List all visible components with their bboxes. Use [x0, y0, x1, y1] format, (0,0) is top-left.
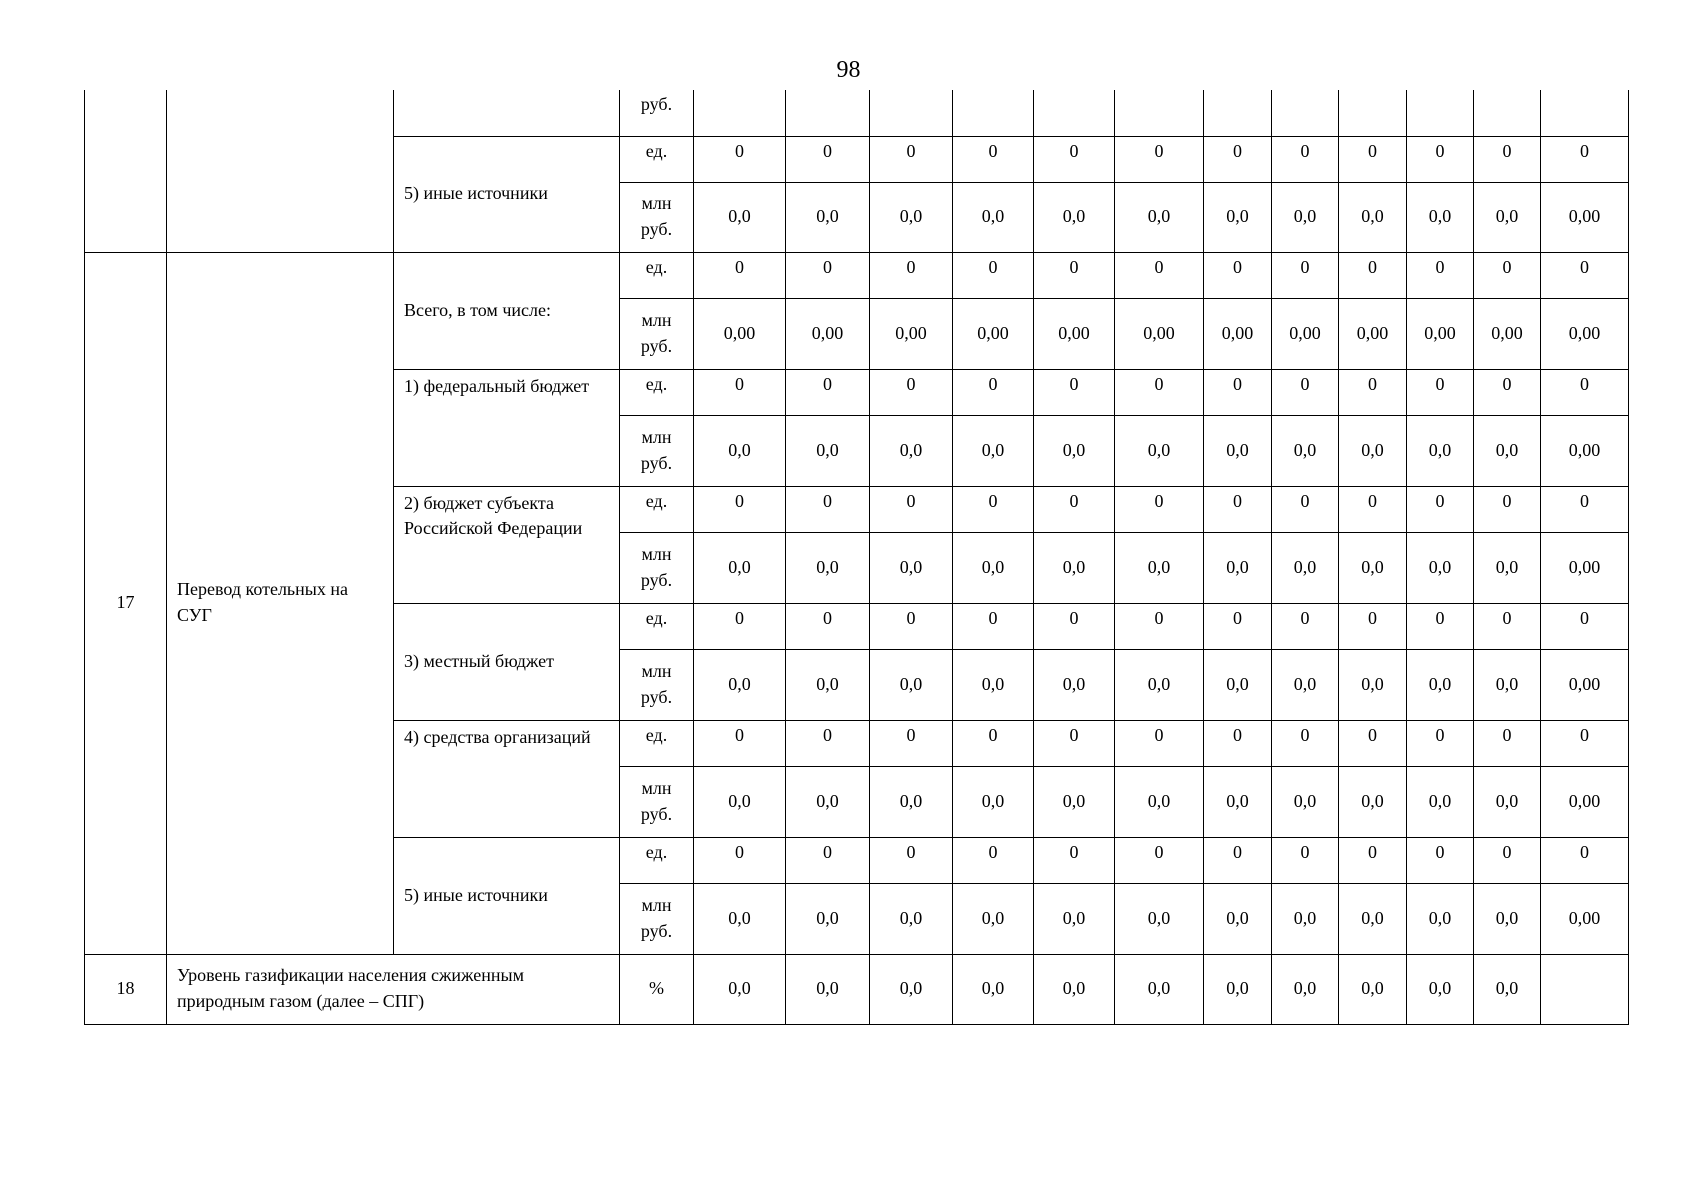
- value-cell: 0,0: [1034, 532, 1115, 603]
- value-cell: 0,0: [1034, 766, 1115, 837]
- value-cell: 0: [1474, 486, 1541, 532]
- value-cell: 0,0: [1034, 954, 1115, 1024]
- value-cell: 0: [1272, 837, 1339, 883]
- value-cell: 0: [1541, 486, 1629, 532]
- value-cell: 0,0: [953, 766, 1034, 837]
- value-cell: 0: [1115, 720, 1204, 766]
- value-cell: 0: [1204, 720, 1272, 766]
- row-number: 18: [85, 954, 167, 1024]
- value-cell: 0,00: [1407, 298, 1474, 369]
- source-cell-empty: [394, 90, 620, 136]
- value-cell: 0,0: [1204, 532, 1272, 603]
- table-row: [85, 252, 1629, 298]
- value-cell: 0: [1272, 136, 1339, 182]
- value-cell: 0,0: [1272, 883, 1339, 954]
- value-cell: 0,0: [1204, 182, 1272, 252]
- value-cell: 0: [1541, 837, 1629, 883]
- value-cell: 0,0: [786, 883, 870, 954]
- value-cell: 0,0: [1034, 415, 1115, 486]
- value-cell: 0,0: [1115, 415, 1204, 486]
- value-cell: 0: [1034, 136, 1115, 182]
- value-cell: 0: [786, 486, 870, 532]
- value-cell: 0: [1272, 720, 1339, 766]
- value-cell: 0,00: [870, 298, 953, 369]
- value-cell: 0: [1204, 252, 1272, 298]
- value-cell: 0,00: [1339, 298, 1407, 369]
- value-cell: 0: [1407, 486, 1474, 532]
- value-cell: 0,0: [694, 182, 786, 252]
- value-cell: 0: [1115, 837, 1204, 883]
- value-cell-empty: [870, 90, 953, 136]
- value-cell: 0,0: [1204, 954, 1272, 1024]
- value-cell: 0: [1339, 369, 1407, 415]
- value-cell: 0,0: [1272, 649, 1339, 720]
- value-cell: 0: [1474, 136, 1541, 182]
- value-cell: 0,0: [1272, 182, 1339, 252]
- value-cell: 0,0: [1115, 766, 1204, 837]
- unit-cell: ед.: [620, 837, 694, 883]
- value-cell: 0,0: [1339, 954, 1407, 1024]
- value-cell: 0: [870, 720, 953, 766]
- value-cell: 0,0: [953, 182, 1034, 252]
- value-cell: 0,00: [1115, 298, 1204, 369]
- value-cell: 0: [1407, 369, 1474, 415]
- value-cell: 0,0: [1339, 649, 1407, 720]
- value-cell: 0: [1272, 603, 1339, 649]
- value-cell: 0: [1034, 369, 1115, 415]
- value-cell: 0,0: [1407, 415, 1474, 486]
- value-cell: 0: [870, 603, 953, 649]
- value-cell: 0,0: [1115, 182, 1204, 252]
- value-cell: 0,0: [1339, 182, 1407, 252]
- value-cell: 0: [1115, 136, 1204, 182]
- value-cell: 0,0: [1474, 954, 1541, 1024]
- value-cell: 0,00: [1541, 883, 1629, 954]
- value-cell: 0: [1034, 720, 1115, 766]
- value-cell: 0: [870, 136, 953, 182]
- value-cell: 0: [1204, 486, 1272, 532]
- value-cell: 0: [1541, 252, 1629, 298]
- unit-cell: ед.: [620, 252, 694, 298]
- value-cell: 0: [870, 252, 953, 298]
- source-label: 5) иные источники: [394, 837, 620, 954]
- value-cell: 0,0: [870, 415, 953, 486]
- value-cell: 0,0: [1034, 182, 1115, 252]
- value-cell: 0,00: [1541, 298, 1629, 369]
- value-cell: 0: [786, 837, 870, 883]
- value-cell: 0: [1115, 369, 1204, 415]
- value-cell: 0,0: [1204, 415, 1272, 486]
- unit-cell: млн руб.: [620, 649, 694, 720]
- value-cell: 0,0: [870, 649, 953, 720]
- value-cell: 0,0: [694, 649, 786, 720]
- value-cell-empty: [1407, 90, 1474, 136]
- value-cell-empty: [1272, 90, 1339, 136]
- value-cell: 0,0: [1407, 766, 1474, 837]
- value-cell: 0,0: [1339, 883, 1407, 954]
- value-cell: 0: [1541, 136, 1629, 182]
- value-cell: 0,0: [1339, 766, 1407, 837]
- unit-cell: ед.: [620, 603, 694, 649]
- value-cell: 0,0: [1474, 415, 1541, 486]
- table-row: [85, 90, 1629, 136]
- value-cell: 0,0: [694, 883, 786, 954]
- value-cell: 0: [694, 252, 786, 298]
- value-cell: 0,0: [786, 532, 870, 603]
- value-cell: 0: [1474, 837, 1541, 883]
- value-cell: 0,00: [786, 298, 870, 369]
- value-cell: 0: [1034, 837, 1115, 883]
- value-cell: 0,0: [1115, 954, 1204, 1024]
- value-cell: 0,0: [1115, 532, 1204, 603]
- value-cell: 0: [694, 720, 786, 766]
- value-cell: 0: [870, 486, 953, 532]
- value-cell: 0,0: [953, 649, 1034, 720]
- value-cell: 0: [1204, 136, 1272, 182]
- value-cell: 0,00: [1204, 298, 1272, 369]
- value-cell: 0: [1339, 603, 1407, 649]
- source-label: 2) бюджет субъекта Российской Федерации: [394, 486, 620, 603]
- value-cell: 0,0: [1204, 649, 1272, 720]
- value-cell: 0,0: [1204, 883, 1272, 954]
- value-cell: 0,00: [1541, 766, 1629, 837]
- value-cell: 0,0: [786, 766, 870, 837]
- value-cell: 0: [1407, 720, 1474, 766]
- value-cell: 0: [1541, 369, 1629, 415]
- value-cell: 0,0: [1407, 954, 1474, 1024]
- value-cell: 0: [786, 603, 870, 649]
- unit-cell: %: [620, 954, 694, 1024]
- value-cell-empty: [1474, 90, 1541, 136]
- value-cell: 0,00: [1474, 298, 1541, 369]
- value-cell-empty: [694, 90, 786, 136]
- value-cell-empty: [1204, 90, 1272, 136]
- value-cell: 0,00: [1541, 649, 1629, 720]
- value-cell: 0,0: [1272, 532, 1339, 603]
- value-cell: 0,0: [953, 532, 1034, 603]
- row-number: 17: [85, 252, 167, 954]
- value-cell: 0,0: [953, 415, 1034, 486]
- data-table: [84, 90, 1629, 1025]
- value-cell: 0,0: [786, 415, 870, 486]
- value-cell: 0: [1339, 136, 1407, 182]
- value-cell: 0: [953, 486, 1034, 532]
- value-cell: 0,0: [786, 182, 870, 252]
- value-cell: 0,0: [1407, 649, 1474, 720]
- unit-cell: млн руб.: [620, 415, 694, 486]
- value-cell: 0,0: [1474, 649, 1541, 720]
- value-cell: 0: [694, 136, 786, 182]
- value-cell: [1541, 954, 1629, 1024]
- value-cell: 0: [1541, 720, 1629, 766]
- value-cell: 0,0: [1407, 883, 1474, 954]
- unit-cell: ед.: [620, 720, 694, 766]
- value-cell: 0,00: [694, 298, 786, 369]
- value-cell: 0: [1474, 720, 1541, 766]
- value-cell: 0: [694, 369, 786, 415]
- value-cell: 0: [1474, 369, 1541, 415]
- value-cell: 0,00: [1034, 298, 1115, 369]
- value-cell-empty: [1541, 90, 1629, 136]
- value-cell: 0: [953, 252, 1034, 298]
- value-cell: 0,0: [953, 883, 1034, 954]
- value-cell: 0: [953, 369, 1034, 415]
- num-cell-empty: [85, 90, 167, 252]
- value-cell: 0: [1034, 486, 1115, 532]
- value-cell: 0,0: [1204, 766, 1272, 837]
- row-name: Перевод котельных на СУГ: [167, 252, 394, 954]
- value-cell: 0: [1474, 603, 1541, 649]
- value-cell: 0: [786, 720, 870, 766]
- unit-cell: млн руб.: [620, 532, 694, 603]
- value-cell: 0: [953, 136, 1034, 182]
- unit-cell: ед.: [620, 369, 694, 415]
- value-cell: 0: [870, 369, 953, 415]
- unit-cell: ед.: [620, 486, 694, 532]
- value-cell: 0,0: [1034, 649, 1115, 720]
- unit-cell: млн руб.: [620, 298, 694, 369]
- value-cell: 0: [1115, 603, 1204, 649]
- source-label: 4) средства организаций: [394, 720, 620, 837]
- value-cell: 0,0: [694, 954, 786, 1024]
- row-name: Уровень газификации населения сжиженным природным газом (далее – СПГ): [167, 954, 620, 1024]
- value-cell-empty: [953, 90, 1034, 136]
- value-cell: 0,0: [870, 883, 953, 954]
- value-cell: 0: [953, 720, 1034, 766]
- unit-cell: руб.: [620, 90, 694, 136]
- value-cell: 0: [1339, 720, 1407, 766]
- value-cell: 0: [694, 603, 786, 649]
- value-cell: 0: [1407, 603, 1474, 649]
- value-cell: 0: [786, 369, 870, 415]
- value-cell: 0: [1034, 603, 1115, 649]
- value-cell: 0: [1339, 252, 1407, 298]
- name-cell-empty: [167, 90, 394, 252]
- value-cell: 0: [1339, 486, 1407, 532]
- value-cell: 0: [694, 486, 786, 532]
- value-cell: 0,0: [1339, 532, 1407, 603]
- value-cell: 0,0: [694, 766, 786, 837]
- value-cell: 0,0: [1115, 649, 1204, 720]
- value-cell: 0: [1204, 369, 1272, 415]
- unit-cell: ед.: [620, 136, 694, 182]
- value-cell: 0: [870, 837, 953, 883]
- value-cell: 0,00: [953, 298, 1034, 369]
- source-label: 5) иные источники: [394, 136, 620, 252]
- value-cell: 0,0: [870, 532, 953, 603]
- value-cell: 0: [1272, 252, 1339, 298]
- value-cell: 0: [1115, 486, 1204, 532]
- value-cell: 0: [1407, 252, 1474, 298]
- value-cell: 0,0: [1407, 532, 1474, 603]
- value-cell: 0: [1474, 252, 1541, 298]
- value-cell: 0: [1272, 486, 1339, 532]
- value-cell: 0: [1407, 136, 1474, 182]
- value-cell: 0: [953, 603, 1034, 649]
- value-cell: 0,0: [1474, 532, 1541, 603]
- value-cell-empty: [786, 90, 870, 136]
- value-cell: 0,0: [1115, 883, 1204, 954]
- value-cell: 0,00: [1272, 298, 1339, 369]
- value-cell: 0: [1034, 252, 1115, 298]
- value-cell: 0: [786, 252, 870, 298]
- value-cell: 0,0: [1474, 182, 1541, 252]
- value-cell: 0,0: [870, 182, 953, 252]
- value-cell: 0: [1407, 837, 1474, 883]
- value-cell-empty: [1339, 90, 1407, 136]
- value-cell-empty: [1115, 90, 1204, 136]
- value-cell: 0,0: [694, 415, 786, 486]
- value-cell: 0,0: [1474, 766, 1541, 837]
- source-label: 1) федеральный бюджет: [394, 369, 620, 486]
- value-cell: 0: [1204, 603, 1272, 649]
- value-cell: 0,00: [1541, 182, 1629, 252]
- value-cell-empty: [1034, 90, 1115, 136]
- value-cell: 0,0: [1272, 415, 1339, 486]
- value-cell: 0,0: [870, 766, 953, 837]
- value-cell: 0,0: [786, 954, 870, 1024]
- value-cell: 0,0: [1272, 954, 1339, 1024]
- value-cell: 0: [1272, 369, 1339, 415]
- source-label: 3) местный бюджет: [394, 603, 620, 720]
- value-cell: 0,0: [953, 954, 1034, 1024]
- value-cell: 0: [1541, 603, 1629, 649]
- value-cell: 0,0: [1034, 883, 1115, 954]
- value-cell: 0,0: [786, 649, 870, 720]
- value-cell: 0,0: [1339, 415, 1407, 486]
- value-cell: 0,0: [1407, 182, 1474, 252]
- value-cell: 0,00: [1541, 532, 1629, 603]
- value-cell: 0: [1204, 837, 1272, 883]
- table-row: [85, 954, 1629, 1024]
- value-cell: 0,0: [1474, 883, 1541, 954]
- value-cell: 0,0: [870, 954, 953, 1024]
- value-cell: 0: [694, 837, 786, 883]
- unit-cell: млн руб.: [620, 766, 694, 837]
- value-cell: 0,0: [694, 532, 786, 603]
- value-cell: 0: [786, 136, 870, 182]
- value-cell: 0: [953, 837, 1034, 883]
- unit-cell: млн руб.: [620, 883, 694, 954]
- value-cell: 0,0: [1272, 766, 1339, 837]
- value-cell: 0: [1339, 837, 1407, 883]
- page-number: 98: [836, 57, 861, 83]
- value-cell: 0: [1115, 252, 1204, 298]
- value-cell: 0,00: [1541, 415, 1629, 486]
- unit-cell: млн руб.: [620, 182, 694, 252]
- source-label: Всего, в том числе:: [394, 252, 620, 369]
